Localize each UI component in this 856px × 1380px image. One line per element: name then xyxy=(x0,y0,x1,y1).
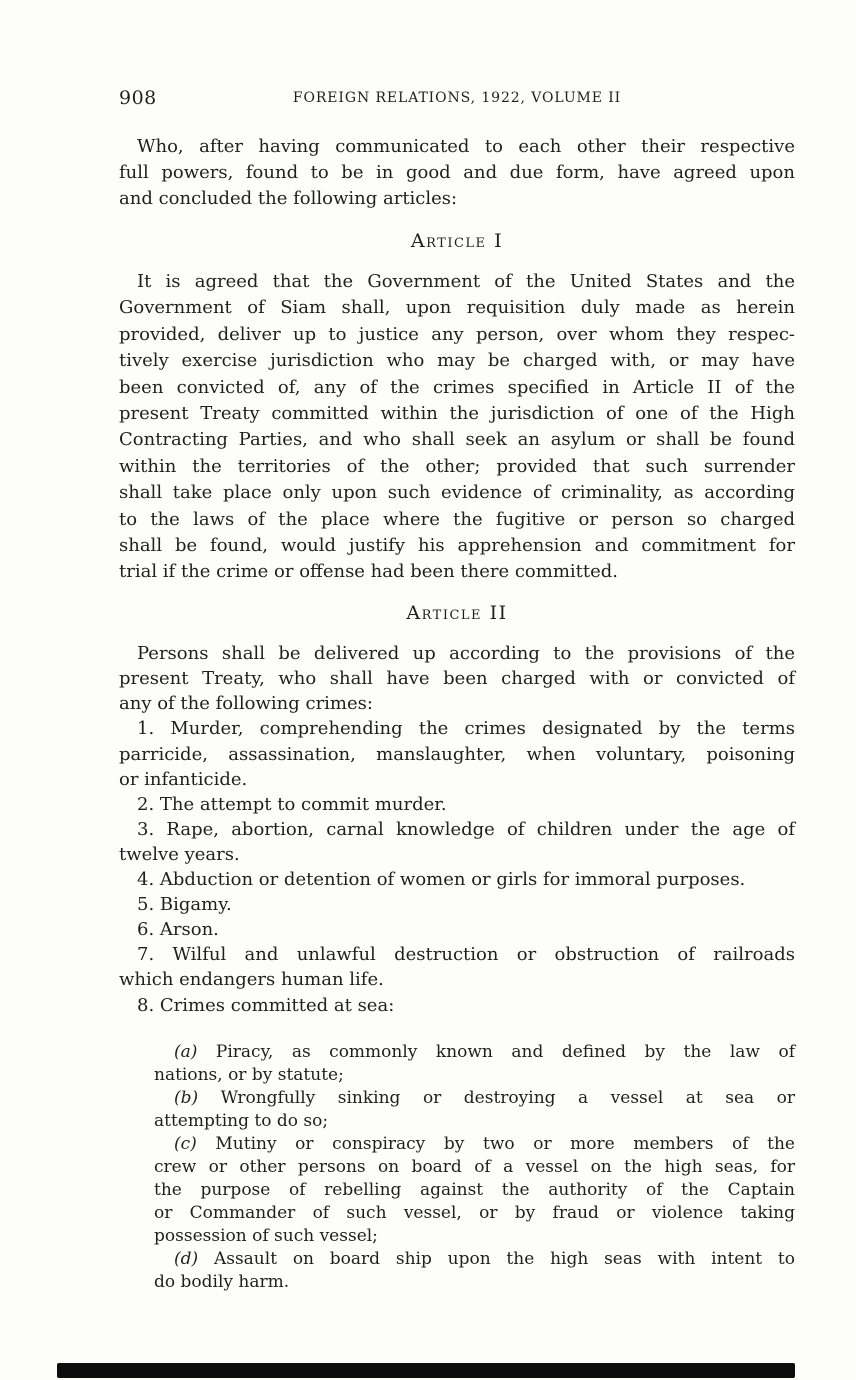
text-line: 3. Rape, abortion, carnal knowledge of children under the age of xyxy=(137,818,795,840)
text-line: which endangers human life. xyxy=(119,969,384,991)
text-line: nations, or by statute; xyxy=(154,1064,344,1085)
crimes-list-item xyxy=(119,867,795,892)
text-line: or Commander of such vessel, or by fraud or violence taking xyxy=(154,1202,795,1223)
text-line: parricide, assassination, manslaughter, when voluntary, poisoning xyxy=(119,743,795,765)
text-line: 2. The attempt to commit murder. xyxy=(137,793,447,815)
text-line: any of the following crimes: xyxy=(119,693,373,715)
text-line: 6. Arson. xyxy=(137,919,219,941)
text-line: Who, after having communicated to each other their respective xyxy=(137,136,795,157)
text-line: shall take place only upon such evidence of criminality, as according xyxy=(119,482,795,504)
subitem-marker: (b) xyxy=(174,1087,199,1108)
text-line: possession of such vessel; xyxy=(154,1225,378,1246)
sea-crimes-subitem xyxy=(154,1248,795,1294)
text-line: been convicted of, any of the crimes specified in Article II of the xyxy=(119,376,795,398)
text-line: (a) Piracy, as commonly known and defined by the law of xyxy=(174,1041,795,1062)
text-line: do bodily harm. xyxy=(154,1271,290,1292)
text-line: tively exercise jurisdiction who may be charged with, or may have xyxy=(119,350,795,372)
crimes-list-item xyxy=(119,792,795,817)
text-line: attempting to do so; xyxy=(154,1110,329,1131)
text-line: 5. Bigamy. xyxy=(137,894,232,916)
text-line: Government of Siam shall, upon requisition duly made as herein xyxy=(119,297,795,319)
text-line: shall be found, would justify his apprehension and commitment for xyxy=(119,535,795,557)
page-number: 908 xyxy=(119,87,157,109)
text-line: within the territories of the other; provided that such surrender xyxy=(119,455,795,477)
text-line: 4. Abduction or detention of women or girls for immoral purposes. xyxy=(137,869,746,891)
text-line: provided, deliver up to justice any person, over whom they respec- xyxy=(119,323,795,345)
text-line: 1. Murder, comprehending the crimes designated by the terms xyxy=(137,718,795,740)
text-line: and concluded the following articles: xyxy=(119,188,458,209)
text-line: (d) Assault on board ship upon the high seas with intent to xyxy=(174,1248,795,1269)
text-line: 7. Wilful and unlawful destruction or obstruction of railroads xyxy=(137,944,795,966)
text-line: crew or other persons on board of a vessel on the high seas, for xyxy=(154,1156,795,1177)
sea-crimes-sublist xyxy=(154,1041,795,1294)
text-line: Contracting Parties, and who shall seek an asylum or shall be found xyxy=(119,429,795,451)
subitem-marker: (c) xyxy=(174,1133,197,1154)
article-i-paragraph xyxy=(119,269,795,586)
text-line: to the laws of the place where the fugitive or person so charged xyxy=(119,508,795,530)
text-line: the purpose of rebelling against the authority of the Captain xyxy=(154,1179,795,1200)
page-content xyxy=(119,86,795,1294)
crimes-list xyxy=(119,716,795,1017)
crimes-list-item xyxy=(119,917,795,942)
text-line: (c) Mutiny or conspiracy by two or more members of the xyxy=(174,1133,795,1154)
text-line: twelve years. xyxy=(119,843,240,865)
text-line: present Treaty, who shall have been charged with or convicted of xyxy=(119,668,795,690)
article-ii-heading: Article II xyxy=(406,601,508,624)
crimes-list-item xyxy=(119,993,795,1018)
crimes-list-item xyxy=(119,942,795,992)
text-line: Persons shall be delivered up according to the provisions of the xyxy=(137,642,795,664)
text-line: 8. Crimes committed at sea: xyxy=(137,994,395,1016)
text-line: It is agreed that the Government of the United States and the xyxy=(137,271,795,292)
text-line: (b) Wrongfully sinking or destroying a vessel at sea or xyxy=(174,1087,795,1108)
article-i-heading: Article I xyxy=(410,230,504,252)
text-line: full powers, found to be in good and due form, have agreed upon xyxy=(119,162,795,183)
article-ii-intro-paragraph xyxy=(119,641,795,717)
page-header xyxy=(119,86,795,110)
preamble-paragraph xyxy=(119,134,795,212)
sea-crimes-subitem xyxy=(154,1041,795,1087)
running-head: FOREIGN RELATIONS, 1922, VOLUME II xyxy=(292,90,622,106)
subitem-marker: (a) xyxy=(174,1041,198,1062)
crimes-list-item xyxy=(119,716,795,791)
scan-artifact-bar xyxy=(57,1363,795,1378)
text-line: trial if the crime or offense had been there committed. xyxy=(119,561,619,583)
subitem-marker: (d) xyxy=(174,1248,199,1269)
crimes-list-item xyxy=(119,817,795,867)
text-line: or infanticide. xyxy=(119,768,248,790)
text-line: present Treaty committed within the jurisdiction of one of the High xyxy=(119,403,795,425)
sea-crimes-subitem xyxy=(154,1133,795,1248)
crimes-list-item xyxy=(119,892,795,917)
sea-crimes-subitem xyxy=(154,1087,795,1133)
